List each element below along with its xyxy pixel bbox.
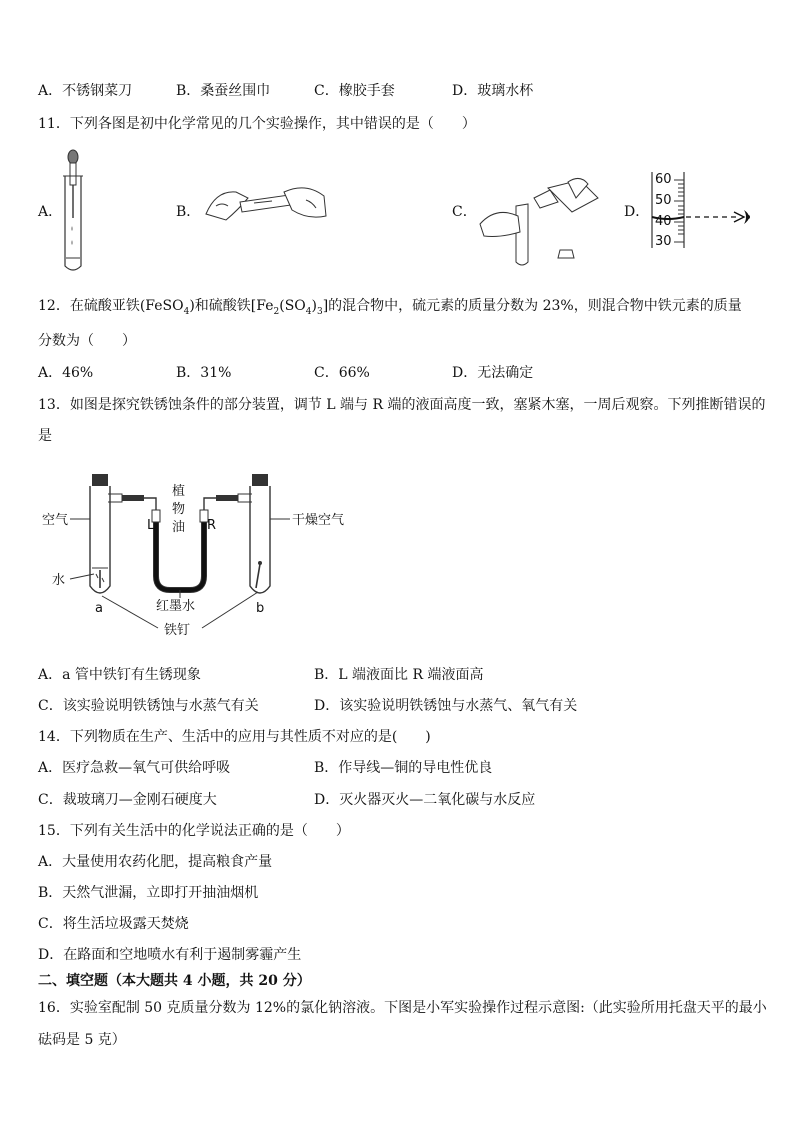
q10-option-c: C．橡胶手套	[314, 83, 395, 99]
diagram-label-oil-2: 物	[172, 502, 186, 517]
cylinder-tick-40: 40	[655, 214, 672, 229]
q14-stem: 14．下列物质在生产、生活中的应用与其性质不对应的是( )	[38, 729, 431, 745]
q14-option-c: C．裁玻璃刀—金刚石硬度大	[38, 792, 217, 808]
q12-option-c: C．66%	[314, 365, 370, 381]
diagram-label-dry-air: 干燥空气	[292, 513, 345, 528]
cylinder-tick-30: 30	[655, 234, 672, 249]
q15-option-a: A．大量使用农药化肥，提高粮食产量	[38, 854, 273, 870]
q11-stem: 11．下列各图是初中化学常见的几个实验操作，其中错误的是（ ）	[38, 116, 476, 132]
q14-option-d: D．灭火器灭火—二氧化碳与水反应	[314, 792, 536, 808]
q13-stem-line1: 13．如图是探究铁锈蚀条件的部分装置，调节 L 端与 R 端的液面高度一致，塞紧木塞，一周后观察。下列推断错误的	[38, 397, 766, 413]
q12-stem-part3: 的混合物中，硫元素的质量分数为 23%，则混合物中铁元素的质量	[328, 298, 742, 314]
q12-formula2-sub3: 3	[316, 306, 323, 317]
q11-label-b: B．	[176, 204, 201, 220]
diagram-label-b: b	[256, 601, 265, 616]
q10-option-a: A．不锈钢菜刀	[38, 83, 133, 99]
q16-line1: 16．实验室配制 50 克质量分数为 12%的氯化钠溶液。下图是小军实验操作过程示意图:（此实验所用托盘天平的最小	[38, 1000, 767, 1016]
dropper-in-tube-figure	[58, 148, 88, 274]
q11-label-c: C．	[452, 204, 477, 220]
q12-formula1-main: (FeSO	[139, 298, 184, 314]
q11-label-a: A．	[38, 204, 63, 220]
q15-option-d: D．在路面和空地喷水有利于遏制雾霾产生	[38, 947, 302, 963]
q12-option-a: A．46%	[38, 365, 94, 381]
diagram-label-L: L	[147, 518, 155, 533]
section-2-heading: 二、填空题（本大题共 4 小题，共 20 分）	[38, 973, 311, 989]
q12-formula2-sub1: 2	[273, 306, 280, 317]
diagram-label-oil-3: 油	[172, 520, 186, 535]
q11-label-d: D．	[624, 204, 650, 220]
q12-formula2-sub2: 4	[305, 306, 312, 317]
q15-stem: 15．下列有关生活中的化学说法正确的是（ ）	[38, 823, 350, 839]
q12-formula2-end: )	[311, 298, 317, 314]
diagram-label-nail: 铁钉	[164, 623, 191, 638]
diagram-label-R: R	[207, 518, 217, 533]
q14-option-b: B．作导线—铜的导电性优良	[314, 760, 493, 776]
q14-option-a: A．医疗急救—氧气可供给呼吸	[38, 760, 231, 776]
diagram-label-water: 水	[52, 573, 66, 588]
diagram-label-oil-1: 植	[172, 484, 186, 499]
q13-option-d: D．该实验说明铁锈蚀与水蒸气、氧气有关	[314, 698, 578, 714]
q12-formula2-main: [Fe	[250, 298, 274, 314]
q12-stem-part2: 和硫酸铁	[194, 298, 251, 314]
q12-stem-line1	[38, 296, 742, 322]
pouring-liquid-figure	[476, 176, 606, 268]
q13-option-c: C．该实验说明铁锈蚀与水蒸气有关	[38, 698, 259, 714]
hands-shaking-tube-figure	[196, 176, 336, 236]
q12-option-d: D．无法确定	[452, 365, 534, 381]
q12-formula2-close: ]	[322, 298, 329, 314]
q16-line2: 砝码是 5 克）	[38, 1032, 126, 1048]
q10-option-b: B．桑蚕丝围巾	[176, 83, 271, 99]
q12-stem-line2: 分数为（ ）	[38, 333, 136, 349]
q12-formula2-mid: (SO	[279, 298, 306, 314]
q12-stem-part1: 12．在硫酸亚铁	[38, 298, 140, 314]
q12-formula1-sub: 4	[183, 306, 190, 317]
cylinder-tick-50: 50	[655, 193, 672, 208]
diagram-label-air: 空气	[42, 513, 69, 528]
q12-formula2	[250, 298, 329, 317]
q13-stem-line2: 是	[38, 428, 52, 444]
cylinder-tick-60: 60	[655, 172, 672, 187]
q12-option-b: B．31%	[176, 365, 232, 381]
q13-option-b: B．L 端液面比 R 端液面高	[314, 667, 484, 683]
q12-formula1-end: )	[189, 298, 195, 314]
q12-formula1	[139, 298, 195, 317]
diagram-label-red-ink: 红墨水	[156, 599, 196, 614]
q15-option-b: B．天然气泄漏，立即打开抽油烟机	[38, 885, 259, 901]
q13-option-a: A．a 管中铁钉有生锈现象	[38, 667, 201, 683]
rust-experiment-diagram	[40, 470, 370, 645]
q10-option-d: D．玻璃水杯	[452, 83, 534, 99]
q15-option-c: C．将生活垃圾露天焚烧	[38, 916, 189, 932]
diagram-label-a: a	[95, 601, 103, 616]
